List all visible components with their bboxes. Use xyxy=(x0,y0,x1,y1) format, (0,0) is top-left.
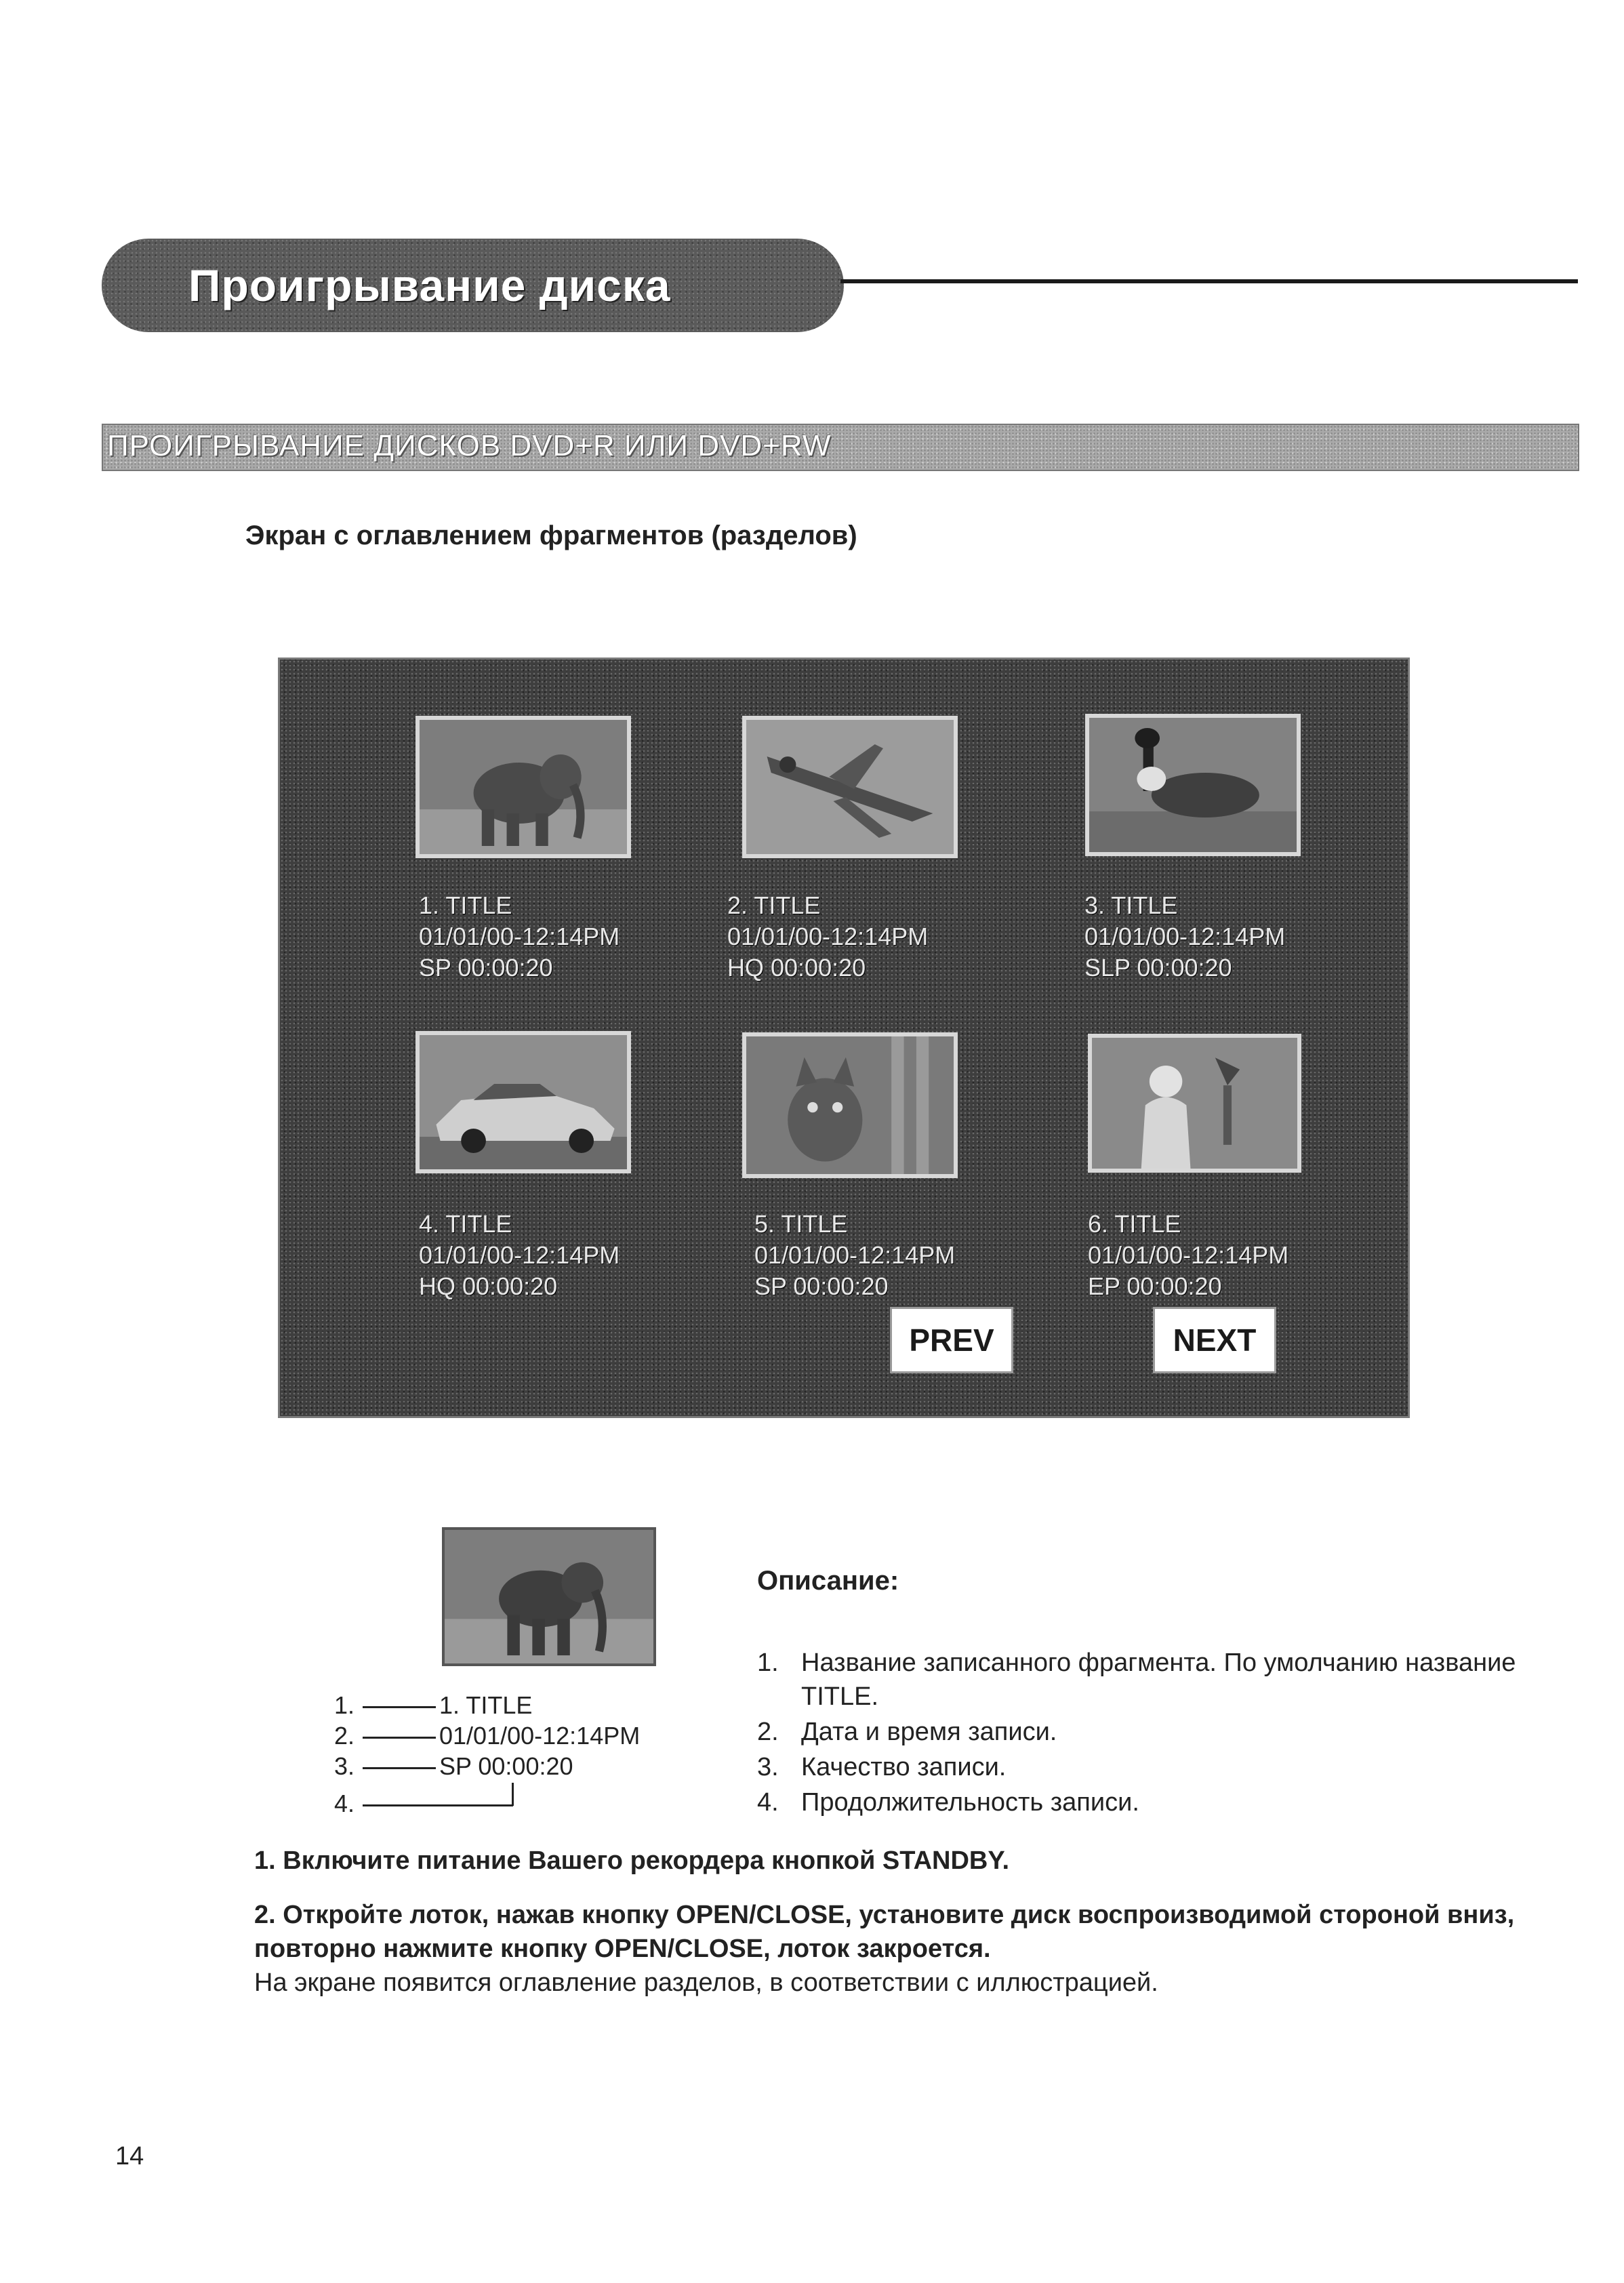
car-photo xyxy=(420,1035,627,1169)
title-5-name: 5. TITLE xyxy=(754,1210,848,1238)
step-2-note: На экране появится оглавление разделов, в соответствии с иллюстрацией. xyxy=(254,1968,1158,1997)
title-5-datetime: 01/01/00-12:14PM xyxy=(754,1241,956,1269)
title-5-thumbnail[interactable] xyxy=(742,1032,958,1178)
description-item-text: Продолжительность записи. xyxy=(801,1788,1139,1817)
title-4-info xyxy=(419,1209,620,1302)
title-2-mode: HQ 00:00:20 xyxy=(727,954,866,982)
title-3-datetime: 01/01/00-12:14PM xyxy=(1084,923,1286,950)
description-item xyxy=(757,1715,1584,1749)
legend-num-1: 1. xyxy=(334,1691,355,1719)
legend-leader-4-tick xyxy=(512,1783,514,1806)
legend-num-2: 2. xyxy=(334,1722,355,1750)
elephant-photo xyxy=(445,1530,653,1663)
title-3-thumbnail[interactable] xyxy=(1085,714,1301,856)
description-item xyxy=(757,1785,1584,1819)
section-title: ПРОИГРЫВАНИЕ ДИСКОВ DVD+R ИЛИ DVD+RW xyxy=(107,429,832,462)
title-4-name: 4. TITLE xyxy=(419,1210,512,1238)
jet-photo xyxy=(746,720,954,854)
legend-num-4: 4. xyxy=(334,1790,355,1817)
goose-photo xyxy=(1089,718,1297,852)
elephant-photo xyxy=(420,720,627,854)
title-6-thumbnail[interactable] xyxy=(1088,1034,1301,1173)
chapter-title: Проигрывание диска xyxy=(188,260,671,310)
title-2-thumbnail[interactable] xyxy=(742,716,958,858)
title-menu-screen xyxy=(278,658,1410,1418)
page-number: 14 xyxy=(115,2142,144,2170)
title-6-datetime: 01/01/00-12:14PM xyxy=(1088,1241,1289,1269)
description-item-text: Качество записи. xyxy=(801,1753,1007,1781)
title-6-mode: EP 00:00:20 xyxy=(1088,1272,1222,1300)
title-3-info xyxy=(1084,890,1285,984)
title-3-name: 3. TITLE xyxy=(1084,891,1178,919)
title-2-info xyxy=(727,890,928,984)
step-2-text: 2. Откройте лоток, нажав кнопку OPEN/CLOSE, установите диск воспроизводимой стороной вниз, повторно нажмите кнопку OPEN/CLOSE, лоток закроется. xyxy=(254,1901,1515,1963)
description-item-num: 4. xyxy=(757,1788,779,1817)
legend-leader-3 xyxy=(363,1767,436,1769)
title-4-thumbnail[interactable] xyxy=(415,1031,631,1173)
description-item-text: Дата и время записи. xyxy=(801,1718,1057,1746)
title-1-thumbnail[interactable] xyxy=(415,716,631,858)
title-1-info xyxy=(419,890,620,984)
legend-label-3: SP 00:00:20 xyxy=(439,1752,573,1780)
description-item xyxy=(757,1646,1584,1714)
person-photo xyxy=(1092,1038,1297,1169)
title-5-mode: SP 00:00:20 xyxy=(754,1272,889,1300)
legend-thumbnail xyxy=(442,1527,656,1666)
title-1-name: 1. TITLE xyxy=(419,891,512,919)
description-item-num: 2. xyxy=(757,1718,779,1746)
section-header-bar xyxy=(102,424,1579,471)
title-1-datetime: 01/01/00-12:14PM xyxy=(419,923,620,950)
title-6-name: 6. TITLE xyxy=(1088,1210,1181,1238)
description-heading: Описание: xyxy=(757,1566,899,1596)
prev-button[interactable]: PREV xyxy=(890,1307,1013,1373)
chapter-title-banner xyxy=(102,239,844,332)
description-item xyxy=(757,1750,1584,1784)
description-item-num: 3. xyxy=(757,1753,779,1781)
description-item-num: 1. xyxy=(757,1649,779,1677)
title-divider xyxy=(840,279,1578,283)
title-6-info xyxy=(1088,1209,1288,1302)
cat-photo xyxy=(746,1036,954,1174)
description-list xyxy=(757,1646,1584,1821)
title-4-mode: HQ 00:00:20 xyxy=(419,1272,558,1300)
description-item-text: Название записанного фрагмента. По умолчанию название TITLE. xyxy=(801,1649,1516,1711)
legend-num-3: 3. xyxy=(334,1752,355,1780)
legend-leader-1 xyxy=(363,1706,436,1708)
title-1-mode: SP 00:00:20 xyxy=(419,954,553,982)
step-1-text: 1. Включите питание Вашего рекордера кнопкой STANDBY. xyxy=(254,1846,1010,1875)
step-1 xyxy=(254,1844,1583,1878)
title-2-name: 2. TITLE xyxy=(727,891,821,919)
title-2-datetime: 01/01/00-12:14PM xyxy=(727,923,929,950)
step-2 xyxy=(254,1898,1583,1966)
title-4-datetime: 01/01/00-12:14PM xyxy=(419,1241,620,1269)
legend-label-2: 01/01/00-12:14PM xyxy=(439,1722,641,1750)
next-button[interactable]: NEXT xyxy=(1153,1307,1276,1373)
screen-caption: Экран с оглавлением фрагментов (разделов) xyxy=(245,521,857,550)
legend-leader-4 xyxy=(363,1804,513,1806)
title-3-mode: SLP 00:00:20 xyxy=(1084,954,1232,982)
legend-label-1: 1. TITLE xyxy=(439,1691,533,1719)
title-5-info xyxy=(754,1209,955,1302)
legend-leader-2 xyxy=(363,1737,436,1739)
